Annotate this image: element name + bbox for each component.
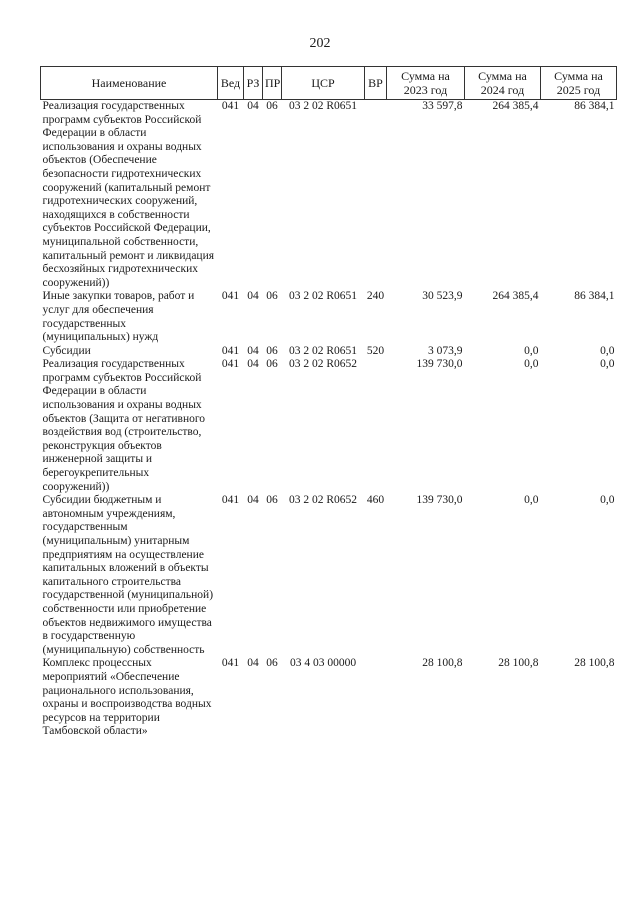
budget-table bbox=[40, 66, 617, 739]
row-pr: 06 bbox=[266, 344, 278, 357]
row-rz: 04 bbox=[247, 657, 259, 670]
row-sum-2023: 3 073,9 bbox=[428, 344, 463, 357]
row-ved: 041 bbox=[221, 344, 240, 357]
row-csr: 03 2 02 R0651 bbox=[288, 344, 358, 357]
header-rz: РЗ bbox=[244, 67, 263, 100]
row-ved: 041 bbox=[221, 100, 240, 112]
row-rz: 04 bbox=[247, 358, 259, 371]
row-csr: 03 4 03 00000 bbox=[289, 657, 357, 670]
row-csr: 03 2 02 R0651 bbox=[288, 100, 358, 112]
row-vr: 460 bbox=[366, 494, 385, 507]
row-sum-2024: 264 385,4 bbox=[492, 290, 539, 303]
row-sum-2023: 139 730,0 bbox=[416, 494, 463, 507]
row-rz: 04 bbox=[247, 100, 259, 112]
row-sum-2023: 28 100,8 bbox=[422, 657, 463, 670]
table-row bbox=[41, 657, 617, 739]
header-csr: ЦСР bbox=[282, 67, 365, 100]
row-sum-2025: 86 384,1 bbox=[574, 100, 615, 112]
row-name: Реализация государственных программ субъектов Российской Федерации в области использования и охраны водных объектов (Защита от негативного воздействия вод (строительство, реконструкция объектов инженерной защиты и берегоукрепительных сооружений)) bbox=[42, 358, 206, 493]
row-vr bbox=[365, 358, 387, 494]
table-row bbox=[41, 494, 617, 657]
row-sum-2025: 0,0 bbox=[600, 358, 615, 371]
page-number: 202 bbox=[309, 36, 331, 51]
row-csr: 03 2 02 R0652 bbox=[288, 494, 358, 507]
row-vr bbox=[365, 657, 387, 739]
row-sum-2025: 28 100,8 bbox=[574, 657, 615, 670]
row-sum-2024: 0,0 bbox=[524, 358, 539, 371]
row-name: Субсидии bbox=[42, 344, 91, 357]
row-vr: 240 bbox=[366, 290, 385, 303]
row-vr: 520 bbox=[366, 344, 385, 357]
table-row bbox=[41, 358, 617, 494]
header-sum-2024: Сумма на 2024 год bbox=[465, 67, 541, 100]
row-pr: 06 bbox=[266, 358, 278, 371]
row-ved: 041 bbox=[221, 358, 240, 371]
table-row bbox=[41, 100, 617, 291]
row-rz: 04 bbox=[247, 290, 259, 303]
header-sum-2023: Сумма на 2023 год bbox=[387, 67, 465, 100]
row-sum-2024: 264 385,4 bbox=[492, 100, 539, 112]
row-sum-2025: 86 384,1 bbox=[574, 290, 615, 303]
row-csr: 03 2 02 R0652 bbox=[288, 358, 358, 371]
header-name: Наименование bbox=[41, 67, 218, 100]
row-sum-2025: 0,0 bbox=[600, 494, 615, 507]
row-pr: 06 bbox=[266, 657, 278, 670]
table-header-row bbox=[41, 67, 617, 100]
row-pr: 06 bbox=[266, 494, 278, 507]
header-pr: ПР bbox=[263, 67, 282, 100]
row-ved: 041 bbox=[221, 494, 240, 507]
row-ved: 041 bbox=[221, 657, 240, 670]
row-csr: 03 2 02 R0651 bbox=[288, 290, 358, 303]
header-vr: ВР bbox=[365, 67, 387, 100]
row-rz: 04 bbox=[247, 344, 259, 357]
row-sum-2023: 30 523,9 bbox=[422, 290, 463, 303]
row-ved: 041 bbox=[221, 290, 240, 303]
row-pr: 06 bbox=[266, 100, 278, 112]
table-row bbox=[41, 290, 617, 344]
row-name: Субсидии бюджетным и автономным учреждениям, государственным (муниципальным) унитарным предприятиям на осуществление капитальных вложений в объекты капитального строительства государственной (муниципальной) собственности или приобретение объектов недвижимого имущества в государственную (муниципальную) собственность bbox=[42, 494, 214, 656]
header-ved: Вед bbox=[218, 67, 244, 100]
row-sum-2024: 28 100,8 bbox=[498, 657, 539, 670]
row-sum-2023: 33 597,8 bbox=[422, 100, 463, 112]
header-sum-2025: Сумма на 2025 год bbox=[541, 67, 617, 100]
row-sum-2024: 0,0 bbox=[524, 494, 539, 507]
row-name: Иные закупки товаров, работ и услуг для обеспечения государственных (муниципальных) нужд bbox=[42, 290, 195, 344]
row-pr: 06 bbox=[266, 290, 278, 303]
row-name: Комплекс процессных мероприятий «Обеспечение рационального использования, охраны и воспроизводства водных ресурсов на территории Тамбовской области» bbox=[42, 657, 212, 738]
row-sum-2024: 0,0 bbox=[524, 344, 539, 357]
row-rz: 04 bbox=[247, 494, 259, 507]
row-name: Реализация государственных программ субъектов Российской Федерации в области использования и охраны водных объектов (Обеспечение безопасности гидротехнических сооружений (капитальный ремонт гидротехнических сооружений, находящихся в собственности субъектов Российской Федерации, муниципальной собственности, капитальный ремонт и ликвидация бесхозяйных гидротехнических сооружений)) bbox=[42, 100, 215, 289]
table-row bbox=[41, 345, 617, 359]
row-sum-2025: 0,0 bbox=[600, 344, 615, 357]
row-vr bbox=[365, 100, 387, 291]
row-sum-2023: 139 730,0 bbox=[416, 358, 463, 371]
